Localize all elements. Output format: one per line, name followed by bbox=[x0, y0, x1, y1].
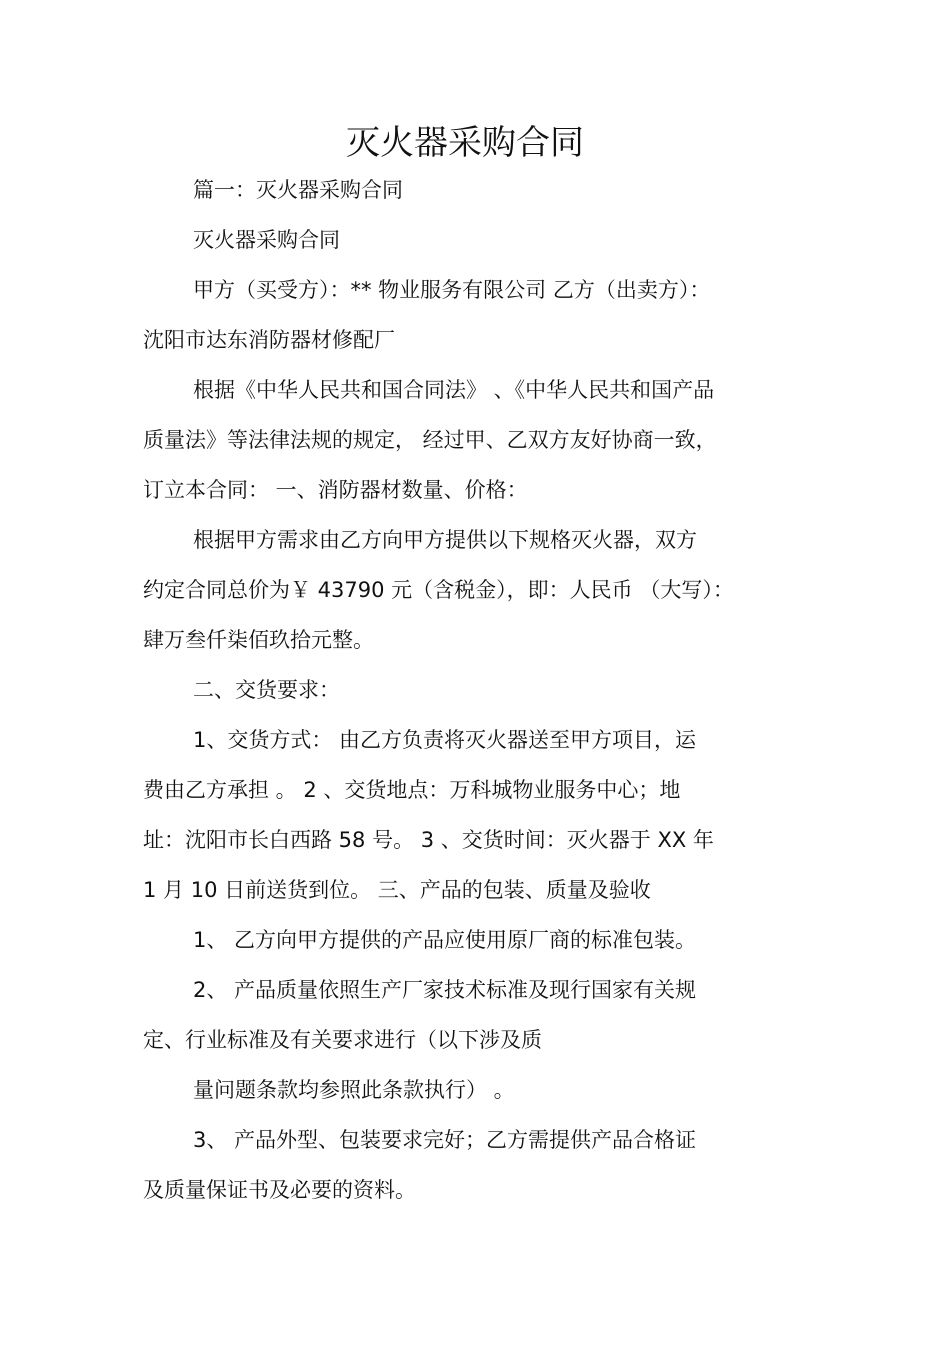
paragraph-line: 订立本合同： 一、消防器材数量、价格： bbox=[143, 478, 528, 502]
paragraph-line: 篇一：灭火器采购合同 bbox=[193, 178, 403, 202]
paragraph-line: 址：沈阳市长白西路 58 号。 3 、交货时间：灭火器于 XX 年 bbox=[143, 828, 714, 852]
paragraph-line: 质量法》等法律法规的规定， 经过甲、乙双方友好协商一致， bbox=[143, 428, 717, 452]
paragraph-line: 3、 产品外型、包装要求完好；乙方需提供产品合格证 bbox=[193, 1128, 697, 1152]
document-title: 灭火器采购合同 bbox=[346, 123, 584, 163]
paragraph-line: 1、 乙方向甲方提供的产品应使用原厂商的标准包装。 bbox=[193, 928, 697, 952]
paragraph-line: 量问题条款均参照此条款执行） 。 bbox=[193, 1078, 515, 1102]
paragraph-line: 甲方（买受方）：** 物业服务有限公司 乙方（出卖方）： bbox=[193, 278, 711, 302]
paragraph-line: 肆万叁仟柒佰玖拾元整。 bbox=[143, 628, 374, 652]
paragraph-line: 灭火器采购合同 bbox=[193, 228, 340, 252]
paragraph-line: 定、行业标准及有关要求进行（以下涉及质 bbox=[143, 1028, 542, 1052]
paragraph-line: 1、交货方式： 由乙方负责将灭火器送至甲方项目，运 bbox=[193, 728, 697, 752]
paragraph-line: 沈阳市达东消防器材修配厂 bbox=[143, 328, 395, 352]
paragraph-line: 约定合同总价为￥ 43790 元（含税金），即：人民币 （大写）： bbox=[143, 578, 734, 602]
paragraph-line: 根据《中华人民共和国合同法》 、《中华人民共和国产品 bbox=[193, 378, 715, 402]
paragraph-line: 及质量保证书及必要的资料。 bbox=[143, 1178, 416, 1202]
paragraph-line: 费由乙方承担 。 2 、交货地点：万科城物业服务中心；地 bbox=[143, 778, 681, 802]
paragraph-line: 2、 产品质量依照生产厂家技术标准及现行国家有关规 bbox=[193, 978, 697, 1002]
paragraph-line: 根据甲方需求由乙方向甲方提供以下规格灭火器，双方 bbox=[193, 528, 697, 552]
paragraph-line: 1 月 10 日前送货到位。 三、产品的包装、质量及验收 bbox=[143, 878, 651, 902]
paragraph-line: 二、交货要求： bbox=[193, 678, 340, 702]
